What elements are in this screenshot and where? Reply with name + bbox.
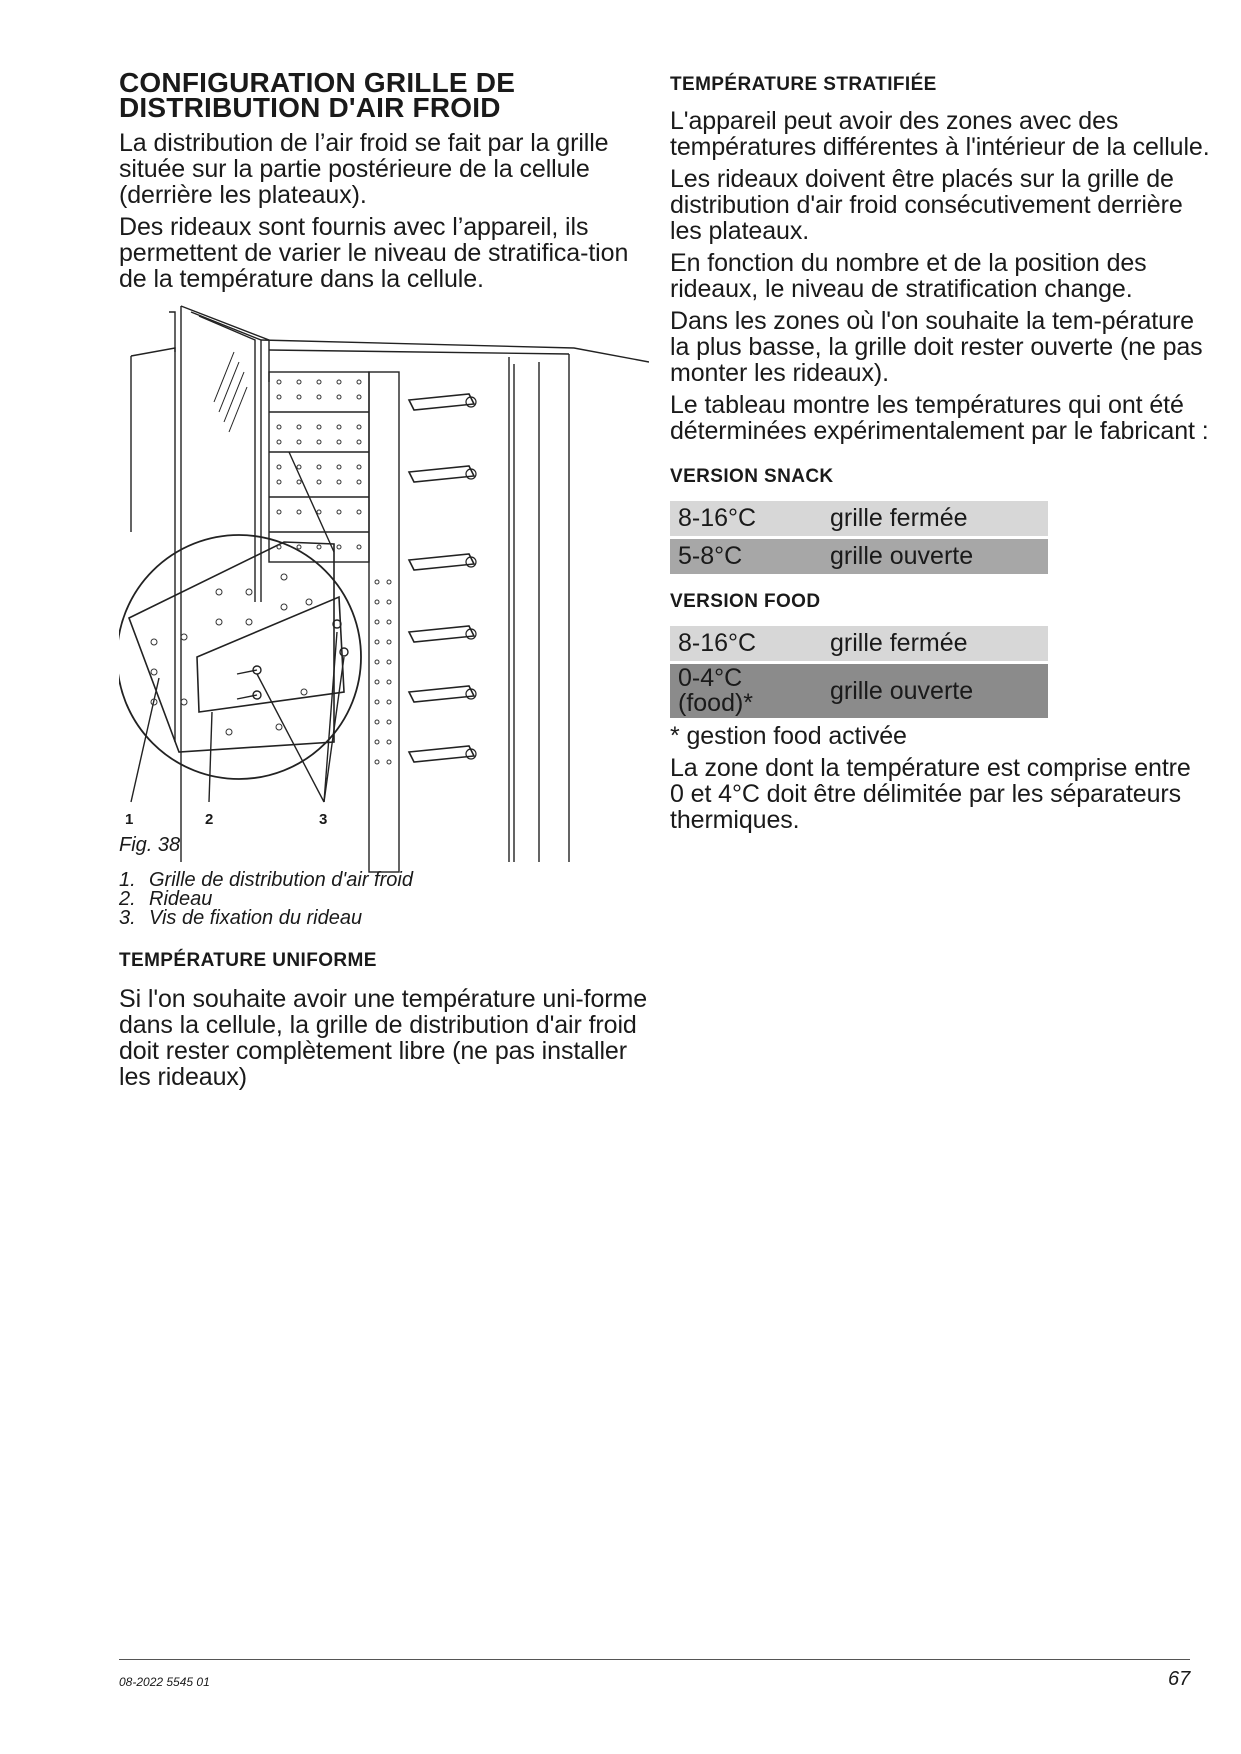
legend-item: 1. Grille de distribution d'air froid — [119, 869, 413, 891]
right-column — [670, 70, 1210, 839]
food-heading: VERSION FOOD — [670, 591, 821, 612]
stratified-paragraph-3: En fonction du nombre et de la position des rideaux, le niveau de stratification change. — [670, 249, 1147, 303]
legend-item: 2. Rideau — [119, 888, 213, 910]
stratified-paragraph-1: L'appareil peut avoir des zones avec des températures différentes à l'intérieur de la cellule. — [670, 107, 1210, 161]
section-title-line1: CONFIGURATION GRILLE DE — [119, 67, 516, 98]
stratified-paragraph-4: Dans les zones où l'on souhaite la tem-pérature la plus basse, la grille doit rester ouverte (ne pas monter les rideaux). — [670, 307, 1203, 387]
figure-38-illustration — [119, 302, 649, 892]
intro-paragraph-2: Des rideaux sont fournis avec l’appareil, ils permettent de varier le niveau de stratifica-tion de la température dans la cellule. — [119, 213, 629, 293]
figure-caption: Fig. 38 — [119, 834, 181, 856]
page-number: 67 — [1168, 1668, 1191, 1690]
intro-paragraph-1: La distribution de l’air froid se fait par la grille située sur la partie postérieure de la cellule (derrière les plateaux). — [119, 129, 609, 209]
food-paragraph: La zone dont la température est comprise entre 0 et 4°C doit être délimitée par les séparateurs thermiques. — [670, 754, 1191, 834]
left-column — [119, 67, 649, 1096]
table-row: 8-16°C grille fermée — [670, 501, 1048, 536]
uniform-paragraph: Si l'on souhaite avoir une température uni-forme dans la cellule, la grille de distribution d'air froid doit rester complètement libre (ne pas installer les rideaux) — [119, 985, 648, 1091]
table-row: 5-8°C grille ouverte — [670, 539, 1048, 574]
table-row: 8-16°C grille fermée — [670, 626, 1048, 661]
footer-divider — [119, 1659, 1190, 1660]
callout-1: 1 — [125, 811, 134, 828]
stratified-paragraph-2: Les rideaux doivent être placés sur la grille de distribution d'air froid consécutivement derrière les plateaux. — [670, 165, 1183, 245]
section-title — [119, 67, 649, 123]
grille-illustration — [119, 302, 649, 892]
section-title-line2: DISTRIBUTION D'AIR FROID — [119, 92, 501, 123]
legend-item: 3. Vis de fixation du rideau — [119, 907, 363, 929]
stratified-paragraph-5: Le tableau montre les températures qui ont été déterminées expérimentalement par le fabricant : — [670, 391, 1209, 445]
document-code: 08-2022 5545 01 — [119, 1675, 210, 1689]
snack-table — [670, 498, 1048, 577]
stratified-heading: TEMPÉRATURE STRATIFIÉE — [670, 74, 937, 95]
callout-3: 3 — [319, 811, 328, 828]
food-note: * gestion food activée — [670, 722, 907, 750]
food-table — [670, 623, 1048, 721]
uniform-heading: TEMPÉRATURE UNIFORME — [119, 950, 377, 971]
table-row: 0-4°C (food)* grille ouverte — [670, 664, 1048, 718]
snack-heading: VERSION SNACK — [670, 466, 834, 487]
callout-2: 2 — [205, 811, 214, 828]
